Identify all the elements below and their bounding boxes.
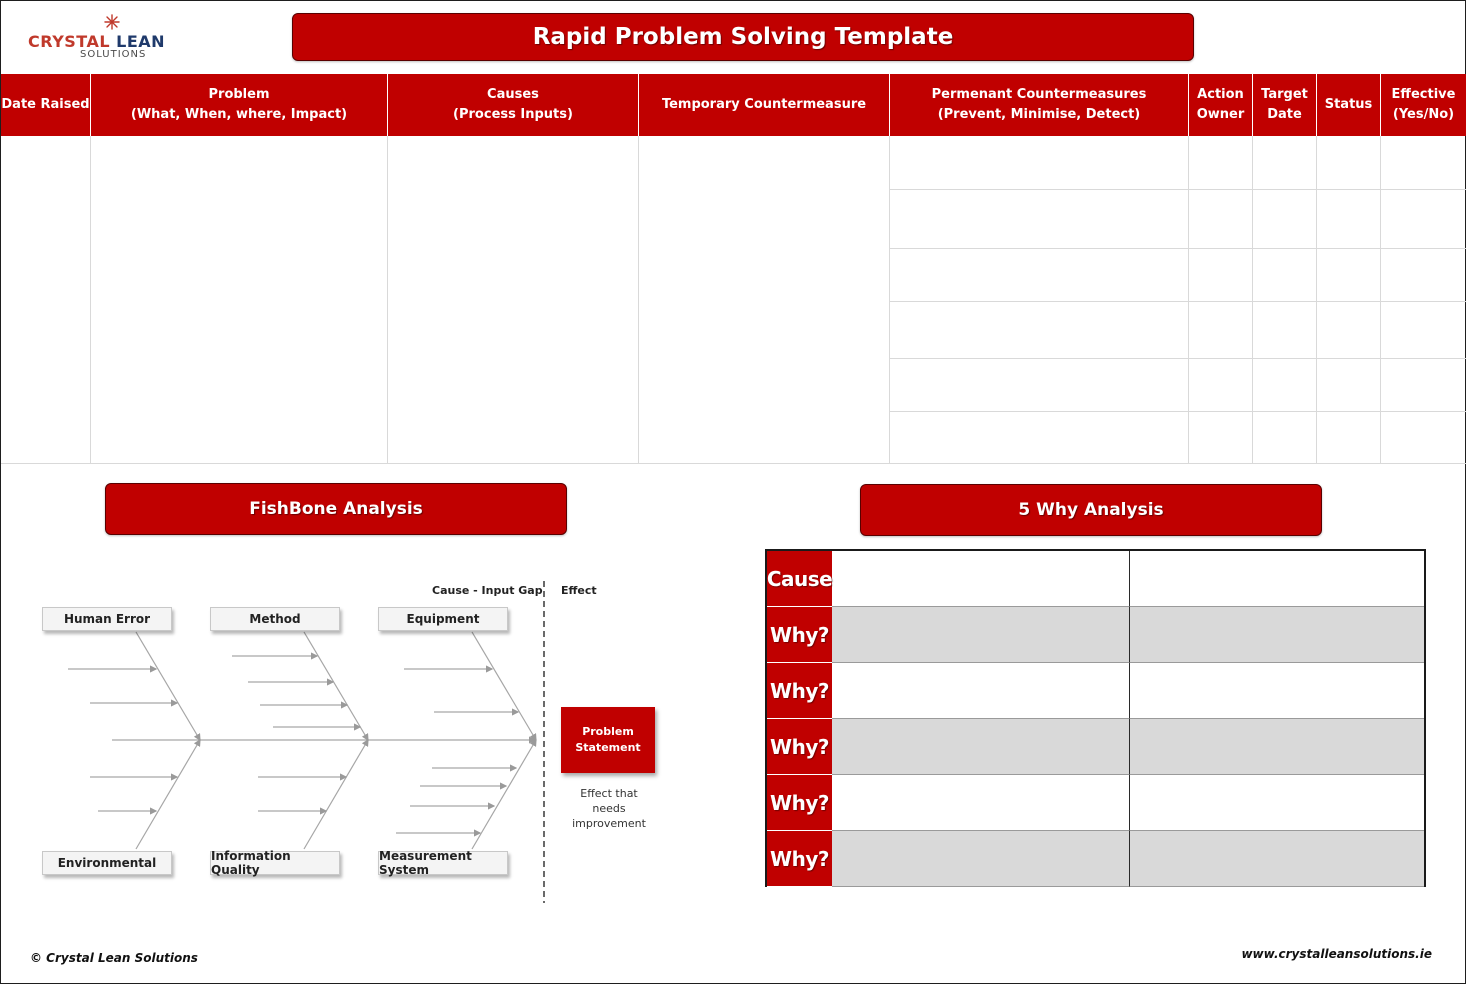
header-temporary-countermeasure	[639, 74, 890, 136]
column-divider	[1316, 136, 1317, 464]
why-row-3	[767, 719, 1424, 775]
category-information-quality: Information Quality	[210, 851, 340, 875]
header-status	[1317, 74, 1381, 136]
table-bottom-border	[1, 463, 1466, 464]
header-target-date-line2: Date	[1267, 107, 1302, 122]
why-row-label: Why?	[767, 719, 832, 775]
category-measurement-system: Measurement System	[378, 851, 508, 875]
header-problem	[91, 74, 388, 136]
header-permanent-countermeasures	[890, 74, 1189, 136]
why-input-cell[interactable]	[1130, 775, 1424, 831]
header-effective-line2: (Yes/No)	[1392, 107, 1455, 122]
why-input-cell[interactable]	[832, 719, 1130, 775]
star-burst-icon	[104, 14, 120, 30]
why-input-cell[interactable]	[1130, 663, 1424, 719]
why-row-1	[767, 607, 1424, 663]
category-equipment: Equipment	[378, 607, 508, 631]
problem-statement-line1: Problem	[582, 725, 634, 738]
why-input-cell[interactable]	[832, 551, 1130, 607]
why-row-4	[767, 775, 1424, 831]
copyright-text: © Crystal Lean Solutions	[30, 951, 198, 965]
column-divider	[638, 136, 639, 464]
fishbone-title: FishBone Analysis	[105, 483, 567, 535]
header-temporary-countermeasure-label: Temporary Countermeasure	[661, 97, 867, 112]
header-target-date	[1253, 74, 1317, 136]
why-input-cell[interactable]	[832, 775, 1130, 831]
category-environmental: Environmental	[42, 851, 172, 875]
effect-note: Effect that needs improvement	[572, 787, 646, 830]
column-divider	[1188, 136, 1189, 464]
header-problem-sublabel: (What, When, where, Impact)	[130, 107, 348, 122]
why-input-cell[interactable]	[1130, 831, 1424, 887]
row-divider	[890, 358, 1466, 359]
header-effective-line1: Effective	[1391, 87, 1456, 102]
category-method: Method	[210, 607, 340, 631]
row-divider	[890, 189, 1466, 190]
why-input-cell[interactable]	[1130, 551, 1424, 607]
row-divider	[890, 248, 1466, 249]
five-why-table	[765, 549, 1426, 887]
why-row-label: Why?	[767, 607, 832, 663]
header-status-label: Status	[1324, 97, 1373, 112]
header-effective	[1381, 74, 1466, 136]
column-divider	[387, 136, 388, 464]
column-divider	[1380, 136, 1381, 464]
column-divider	[889, 136, 890, 464]
effect-label: Effect	[561, 584, 597, 597]
header-action-owner	[1189, 74, 1253, 136]
header-date-raised-label: Date Raised	[1, 97, 90, 112]
why-row-label: Why?	[767, 775, 832, 831]
header-action-owner-line1: Action	[1197, 87, 1244, 102]
column-divider	[1252, 136, 1253, 464]
header-permanent-countermeasures-sublabel: (Prevent, Minimise, Detect)	[937, 107, 1141, 122]
why-input-cell[interactable]	[832, 607, 1130, 663]
header-causes-label: Causes	[487, 87, 539, 102]
column-divider	[90, 136, 91, 464]
why-row-label: Cause	[767, 551, 832, 607]
five-why-title: 5 Why Analysis	[860, 484, 1322, 536]
why-input-cell[interactable]	[1130, 719, 1424, 775]
page-title: Rapid Problem Solving Template	[292, 13, 1194, 61]
fishbone-diagram	[30, 575, 690, 905]
why-input-cell[interactable]	[1130, 607, 1424, 663]
company-logo	[28, 14, 178, 62]
why-row-5	[767, 831, 1424, 887]
header-permanent-countermeasures-label: Permenant Countermeasures	[931, 87, 1147, 102]
logo-subtitle: SOLUTIONS	[80, 49, 147, 60]
tracking-table	[1, 74, 1466, 464]
header-target-date-line1: Target	[1261, 87, 1308, 102]
why-row-label: Why?	[767, 663, 832, 719]
why-row-2	[767, 663, 1424, 719]
row-divider	[890, 411, 1466, 412]
logo-word-lean: LEAN	[116, 32, 166, 51]
problem-statement-line2: Statement	[575, 741, 641, 754]
cause-input-gap-label: Cause - Input Gap	[432, 584, 543, 597]
header-problem-label: Problem	[208, 87, 270, 102]
why-row-label: Why?	[767, 831, 832, 887]
header-causes-sublabel: (Process Inputs)	[453, 107, 573, 122]
why-row-cause	[767, 551, 1424, 607]
row-divider	[890, 301, 1466, 302]
header-causes	[388, 74, 639, 136]
header-date-raised	[1, 74, 91, 136]
logo-word-crystal: CRYSTAL	[28, 32, 111, 51]
header-action-owner-line2: Owner	[1196, 107, 1245, 122]
why-input-cell[interactable]	[832, 831, 1130, 887]
problem-statement-box	[561, 707, 655, 773]
category-human-error: Human Error	[42, 607, 172, 631]
website-link[interactable]: www.crystalleansolutions.ie	[1241, 947, 1432, 961]
why-input-cell[interactable]	[832, 663, 1130, 719]
